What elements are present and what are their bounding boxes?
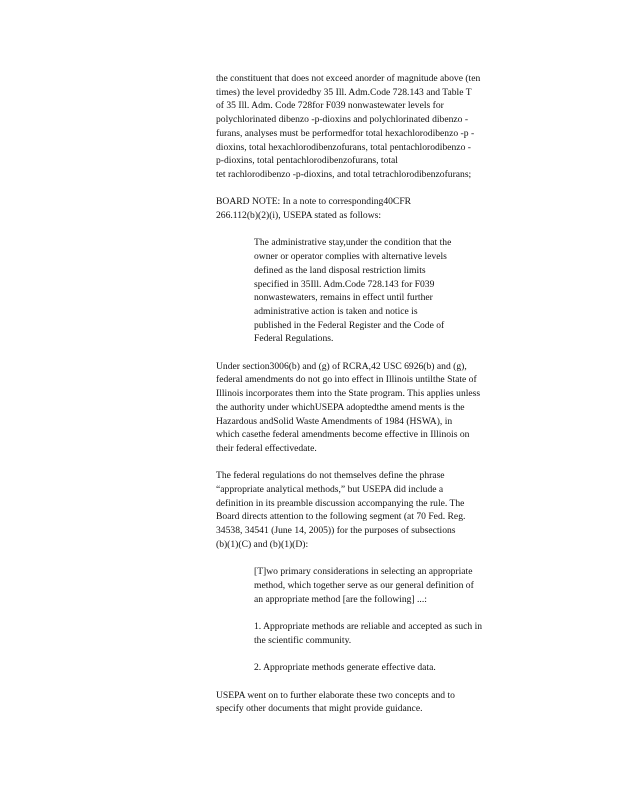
board-note: [216, 195, 544, 222]
paragraph-constituent: [216, 72, 544, 182]
text-line: 266.112(b)(2)(i), USEPA stated as follows:: [216, 210, 382, 222]
text-line: defined as the land disposal restriction limits: [254, 264, 426, 276]
text-line: the constituent that does not exceed anorder of magnitude above (ten: [216, 73, 481, 84]
text-line: Board directs attention to the following segment (at 70 Fed. Reg.: [216, 511, 466, 523]
text-line: which casethe federal amendments become effective in Illinois on: [216, 429, 470, 441]
text-line: administrative action is taken and notice is: [254, 305, 418, 317]
text-line: USEPA went on to further elaborate these two concepts and to: [216, 689, 455, 701]
text-line: owner or operator complies with alternative levels: [254, 251, 447, 263]
quoted-item-2: [254, 661, 544, 675]
quoted-definition: [254, 565, 544, 606]
text-line: the scientific community.: [254, 634, 352, 646]
text-line: 2. Appropriate methods generate effective data.: [254, 662, 436, 674]
text-line: specified in 35Ill. Adm.Code 728.143 for F039: [254, 278, 435, 290]
text-line: Hazardous andSolid Waste Amendments of 1984 (HSWA), in: [216, 415, 453, 427]
quoted-item-1: [254, 620, 544, 647]
text-line: method, which together serve as our general definition of: [254, 579, 474, 591]
text-line: furans, analyses must be performedfor total hexachlorodibenzo -p -: [216, 127, 475, 139]
text-line: tet rachlorodibenzo -p-dioxins, and total tetrachlorodibenzofurans;: [216, 168, 472, 180]
text-line: an appropriate method [are the following] ...:: [254, 593, 427, 605]
text-line: “appropriate analytical methods,” but USEPA did include a: [216, 484, 444, 496]
text-line: 34538, 34541 (June 14, 2005)) for the purposes of subsections: [216, 525, 456, 537]
text-line: (b)(1)(C) and (b)(1)(D):: [216, 538, 309, 550]
text-line: polychlorinated dibenzo -p-dioxins and polychlorinated dibenzo -: [216, 114, 469, 126]
text-line: the authority under whichUSEPA adoptedthe amend ments is the: [216, 401, 465, 413]
paragraph-appropriate-methods: [216, 469, 544, 551]
text-line: BOARD NOTE: In a note to corresponding40CFR: [216, 196, 412, 208]
quoted-administrative-stay: [254, 236, 504, 346]
text-line: federal amendments do not go into effect in Illinois untilthe State of: [216, 374, 477, 386]
text-line: Under section3006(b) and (g) of RCRA,42 USC 6926(b) and (g),: [216, 360, 467, 372]
text-line: published in the Federal Register and the Code of: [254, 319, 445, 331]
paragraph-rcra-section: [216, 360, 544, 456]
text-line: specify other documents that might provide guidance.: [216, 703, 423, 715]
document-body: [216, 72, 544, 730]
text-line: The administrative stay,under the condition that the: [254, 237, 452, 249]
text-line: p-dioxins, total pentachlorodibenzofurans, total: [216, 155, 398, 167]
text-line: 1. Appropriate methods are reliable and accepted as such in: [254, 621, 483, 633]
text-line: Federal Regulations.: [254, 333, 334, 345]
paragraph-usepa-elaborate: [216, 689, 544, 716]
text-line: definition in its preamble discussion accompanying the rule. The: [216, 497, 465, 509]
text-line: of 35 Ill. Adm. Code 728for F039 nonwastewater levels for: [216, 100, 444, 112]
text-line: dioxins, total hexachlorodibenzofurans, total pentachlorodibenzo -: [216, 141, 471, 153]
text-line: [T]wo primary considerations in selecting an appropriate: [254, 566, 473, 578]
text-line: nonwastewaters, remains in effect until further: [254, 292, 433, 304]
text-line: times) the level providedby 35 Ill. Adm.Code 728.143 and Table T: [216, 86, 472, 98]
text-line: Illinois incorporates them into the State program. This applies unless: [216, 388, 481, 400]
text-line: their federal effectivedate.: [216, 442, 317, 454]
text-line: The federal regulations do not themselves define the phrase: [216, 470, 445, 482]
